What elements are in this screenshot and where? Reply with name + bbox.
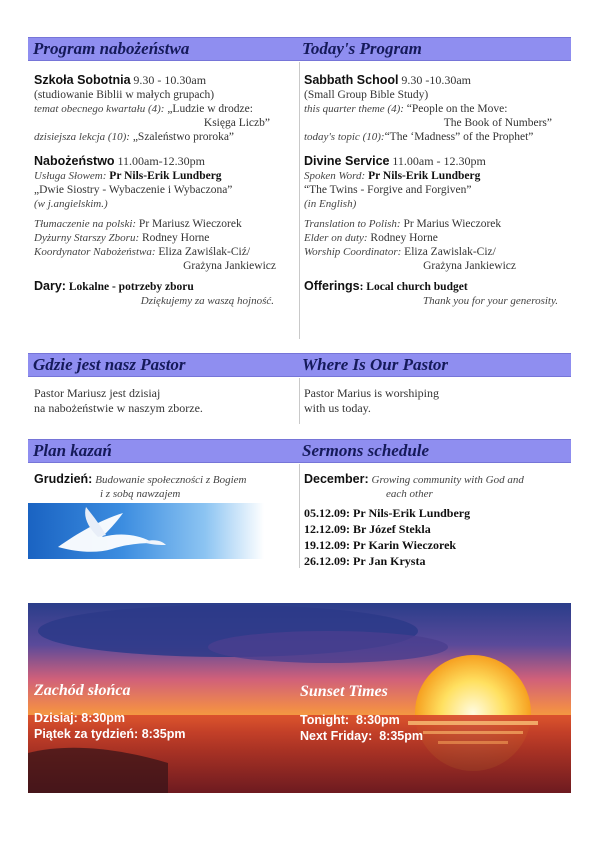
program-column-en (304, 73, 566, 308)
translation-value: Pr Mariusz Wieczorek (138, 218, 242, 230)
schedule-speaker: Br Józef Stekla (353, 522, 431, 536)
sermon-language: (in English) (304, 198, 357, 210)
column-divider (299, 62, 300, 339)
school-heading: Sabbath School (304, 73, 399, 87)
sunset-today-en (300, 713, 400, 727)
program-title-pl: Program nabożeństwa (33, 39, 190, 58)
pastor-line: Pastor Mariusz jest dzisiaj (34, 386, 161, 400)
sunset-label: Tonight: (300, 713, 350, 727)
coordinator-value: Eliza Zawiślak-Ciź/ (158, 246, 251, 258)
pastor-line: with us today. (304, 401, 371, 415)
lesson-label: dzisiejsza lekcja (10): (34, 131, 130, 143)
sermon-month: December: (304, 472, 369, 486)
coordinator-value-cont: Grażyna Jankiewicz (183, 260, 276, 272)
thanks-note: Thank you for your generosity. (423, 295, 558, 307)
sermon-theme: Growing community with God and (371, 474, 524, 486)
dove-icon (28, 503, 264, 559)
sunset-label: Dzisiaj: (34, 711, 78, 725)
sermon-title: “The Twins - Forgive and Forgiven” (304, 184, 472, 196)
word-label: Usługa Słowem: (34, 170, 107, 182)
theme-value: „Ludzie w drodze: (167, 103, 253, 115)
lesson-value: „Szaleństwo proroka” (132, 131, 235, 143)
school-subtitle: (studiowanie Biblii w małych grupach) (34, 89, 215, 101)
schedule-date: 26.12.09: (304, 554, 350, 568)
pastor-text-pl (34, 386, 284, 416)
schedule-row (304, 553, 566, 569)
sunset-label: Piątek za tydzień: (34, 727, 139, 741)
word-value: Pr Nils-Erik Lundberg (368, 170, 481, 182)
service-heading: Nabożeństwo (34, 154, 115, 168)
sunset-next-pl (34, 727, 185, 741)
school-time: 9.30 - 10.30am (133, 73, 207, 87)
pastor-header-band (28, 353, 571, 377)
service-time: 11.00am - 12.30pm (392, 154, 486, 168)
theme-label: temat obecnego kwartału (4): (34, 103, 165, 115)
word-value: Pr Nils-Erik Lundberg (109, 170, 222, 182)
sermon-month: Grudzień: (34, 472, 93, 486)
schedule-date: 12.12.09: (304, 522, 350, 536)
sermons-column-en (304, 472, 566, 569)
elder-value: Rodney Horne (142, 232, 210, 244)
theme-label: this quarter theme (4): (304, 103, 404, 115)
sermon-theme-cont: i z sobą nawzajem (100, 488, 181, 500)
sunset-next-en (300, 729, 423, 743)
translation-label: Translation to Polish: (304, 218, 401, 230)
program-header-band (28, 37, 571, 61)
theme-value: “People on the Move: (406, 103, 508, 115)
schedule-speaker: Pr Jan Krysta (353, 554, 426, 568)
thanks-note: Dziękujemy za waszą hojność. (140, 295, 274, 307)
sunset-value: 8:35pm (141, 727, 186, 741)
translation-value: Pr Marius Wieczorek (403, 218, 502, 230)
program-column-pl (34, 73, 284, 308)
coordinator-value-cont: Grażyna Jankiewicz (423, 260, 516, 272)
school-subtitle: (Small Group Bible Study) (304, 89, 429, 101)
sermon-theme-cont: each other (386, 488, 433, 500)
schedule-speaker: Pr Karin Wieczorek (353, 538, 457, 552)
lesson-label: today's topic (10): (304, 131, 385, 143)
service-heading: Divine Service (304, 154, 390, 168)
offering-heading: Dary: (34, 279, 66, 293)
pastor-line: Pastor Marius is worshiping (304, 386, 439, 400)
elder-label: Elder on duty: (304, 232, 368, 244)
school-time: 9.30 -10.30am (401, 73, 471, 87)
sermons-column-pl (34, 472, 284, 501)
schedule-date: 05.12.09: (304, 506, 350, 520)
column-divider (299, 378, 300, 424)
offering-value: Lokalne - potrzeby zboru (68, 281, 194, 293)
schedule-speaker: Pr Nils-Erik Lundberg (353, 506, 471, 520)
sunset-label: Next Friday: (300, 729, 373, 743)
program-title-en: Today's Program (302, 39, 422, 58)
schedule-row (304, 521, 566, 537)
schedule-row (304, 537, 566, 553)
offering-heading: Offerings (304, 279, 360, 293)
elder-label: Dyżurny Starszy Zboru: (34, 232, 140, 244)
pastor-title-en: Where Is Our Pastor (302, 355, 448, 374)
sunset-value: 8:30pm (356, 713, 400, 727)
column-divider (299, 464, 300, 568)
coordinator-label: Koordynator Nabożeństwa: (34, 246, 156, 258)
pastor-title-pl: Gdzie jest nasz Pastor (33, 355, 186, 374)
pastor-text-en (304, 386, 566, 416)
sunset-today-pl (34, 711, 125, 725)
sermon-theme: Budowanie społeczności z Bogiem (95, 474, 247, 486)
sermons-header-band (28, 439, 571, 463)
theme-value-cont: Księga Liczb” (203, 117, 270, 129)
sunset-value: 8:30pm (81, 711, 126, 725)
sermon-language: (w j.angielskim.) (34, 198, 108, 210)
pastor-line: na nabożeństwie w naszym zborze. (34, 401, 203, 415)
schedule-date: 19.12.09: (304, 538, 350, 552)
offering-value: : Local church budget (359, 281, 468, 293)
sermons-title-en: Sermons schedule (302, 441, 430, 460)
coordinator-value: Eliza Zawislak-Ciz/ (404, 246, 496, 258)
translation-label: Tłumaczenie na polski: (34, 218, 137, 230)
sermon-title: „Dwie Siostry - Wybaczenie i Wybaczona” (34, 184, 233, 196)
sermons-title-pl: Plan kazań (33, 441, 112, 460)
coordinator-label: Worship Coordinator: (304, 246, 402, 258)
sunset-title-pl: Zachód słońca (34, 682, 131, 699)
lesson-value: “The ‘Madness” of the Prophet” (384, 131, 534, 143)
schedule-row (304, 505, 566, 521)
theme-value-cont: The Book of Numbers” (443, 117, 552, 129)
dove-image (28, 503, 264, 559)
word-label: Spoken Word: (304, 170, 366, 182)
sunset-title-en: Sunset Times (300, 683, 388, 700)
sunset-image (28, 603, 571, 793)
sunset-value: 8:35pm (379, 729, 423, 743)
school-heading: Szkoła Sobotnia (34, 73, 131, 87)
service-time: 11.00am-12.30pm (117, 154, 205, 168)
elder-value: Rodney Horne (370, 232, 438, 244)
